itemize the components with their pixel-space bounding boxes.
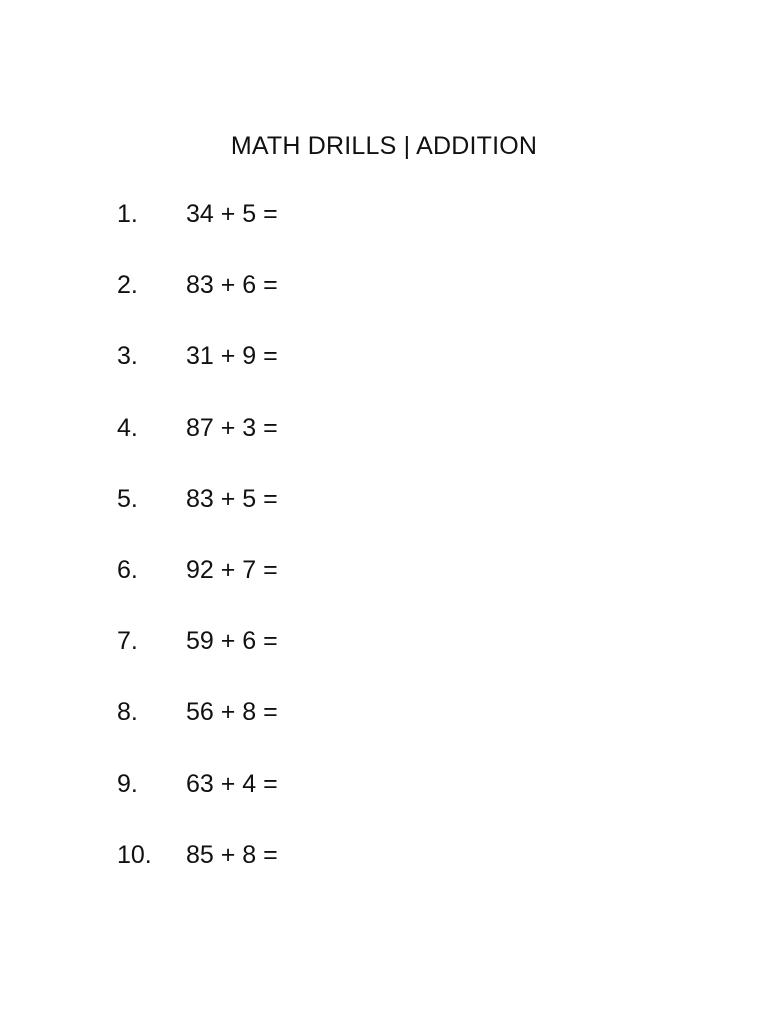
- problem-expression: 92 + 7 =: [186, 555, 278, 584]
- problem-number: 10.: [117, 840, 152, 869]
- problem-number: 5.: [117, 484, 138, 513]
- problem-number: 1.: [117, 200, 138, 228]
- problem-number: 7.: [117, 627, 138, 656]
- problem-item: [117, 765, 278, 836]
- problem-item: [117, 409, 278, 480]
- problem-item: [117, 693, 278, 764]
- page-title: MATH DRILLS | ADDITION: [230, 132, 538, 160]
- problem-list: [117, 195, 278, 907]
- problem-item: [117, 551, 278, 622]
- problem-number: 6.: [117, 555, 138, 584]
- problem-expression: 56 + 8 =: [186, 698, 278, 727]
- problem-expression: 87 + 3 =: [186, 413, 278, 442]
- problem-item: [117, 622, 278, 693]
- problem-expression: 83 + 6 =: [186, 271, 278, 300]
- problem-number: 9.: [117, 769, 138, 798]
- problem-number: 3.: [117, 342, 138, 371]
- problem-number: 2.: [117, 271, 138, 300]
- problem-item: [117, 195, 278, 266]
- problem-expression: 83 + 5 =: [186, 484, 278, 513]
- problem-item: [117, 337, 278, 408]
- problem-number: 4.: [117, 413, 138, 442]
- problem-number: 8.: [117, 698, 138, 727]
- problem-item: [117, 480, 278, 551]
- problem-item: [117, 266, 278, 337]
- problem-expression: 85 + 8 =: [186, 840, 278, 869]
- problem-expression: 63 + 4 =: [186, 769, 278, 798]
- problem-item: [117, 836, 278, 907]
- problem-expression: 31 + 9 =: [186, 342, 278, 371]
- problem-expression: 34 + 5 =: [186, 200, 278, 228]
- problem-expression: 59 + 6 =: [186, 627, 278, 656]
